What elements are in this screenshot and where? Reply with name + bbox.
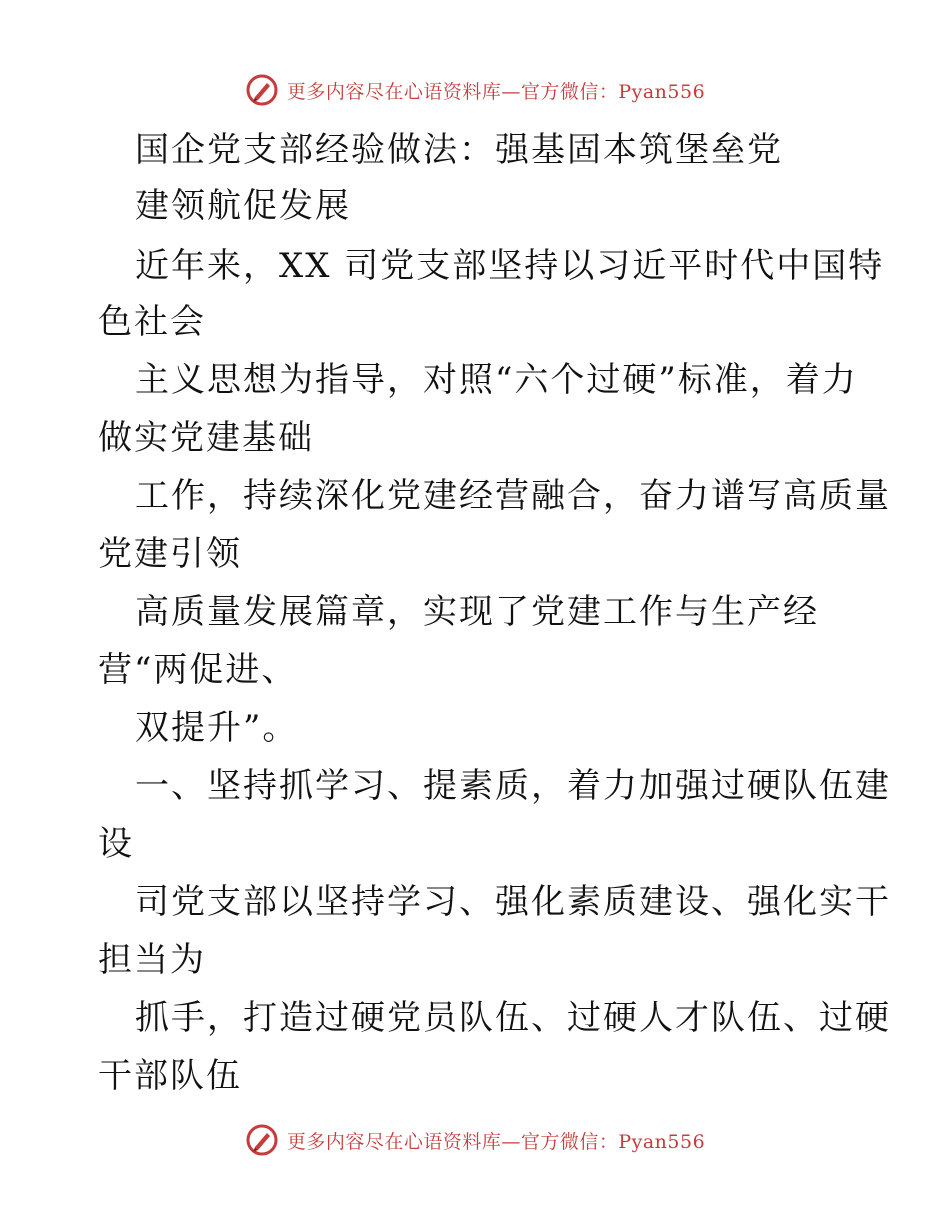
watermark-header bbox=[0, 68, 950, 112]
paragraph-line: 营“两促进、 bbox=[98, 650, 298, 690]
paragraph-line: 高质量发展篇章，实现了党建工作与生产经 bbox=[135, 592, 819, 632]
paragraph-line: 担当为 bbox=[98, 940, 206, 980]
pen-logo-icon bbox=[245, 1123, 279, 1157]
watermark-text: 更多内容尽在心语资料库—官方微信：Pyan556 bbox=[286, 80, 706, 103]
paragraph-line: 主义思想为指导，对照“六个过硬”标准，着力 bbox=[135, 360, 858, 400]
pen-logo-icon bbox=[245, 73, 279, 107]
doc-title-line-1: 国企党支部经验做法：强基固本筑堡垒党 bbox=[135, 130, 783, 170]
paragraph-line: 做实党建基础 bbox=[98, 418, 314, 458]
watermark-footer bbox=[0, 1118, 950, 1162]
paragraph-line: 工作，持续深化党建经营融合，奋力谱写高质量 bbox=[135, 476, 891, 516]
watermark-text: 更多内容尽在心语资料库—官方微信：Pyan556 bbox=[286, 1130, 706, 1153]
paragraph-line: 色社会 bbox=[98, 302, 206, 342]
section-heading-line: 设 bbox=[98, 824, 134, 864]
paragraph-line: 司党支部以坚持学习、强化素质建设、强化实干 bbox=[135, 882, 891, 922]
paragraph-line: 干部队伍 bbox=[98, 1056, 242, 1096]
paragraph-line: 双提升”。 bbox=[135, 708, 299, 748]
paragraph-line: 近年来，XX 司党支部坚持以习近平时代中国特 bbox=[135, 246, 885, 286]
section-heading-line: 一、坚持抓学习、提素质，着力加强过硬队伍建 bbox=[135, 766, 891, 806]
doc-title-line-2: 建领航促发展 bbox=[135, 186, 351, 226]
paragraph-line: 抓手，打造过硬党员队伍、过硬人才队伍、过硬 bbox=[135, 998, 891, 1038]
paragraph-line: 党建引领 bbox=[98, 534, 242, 574]
